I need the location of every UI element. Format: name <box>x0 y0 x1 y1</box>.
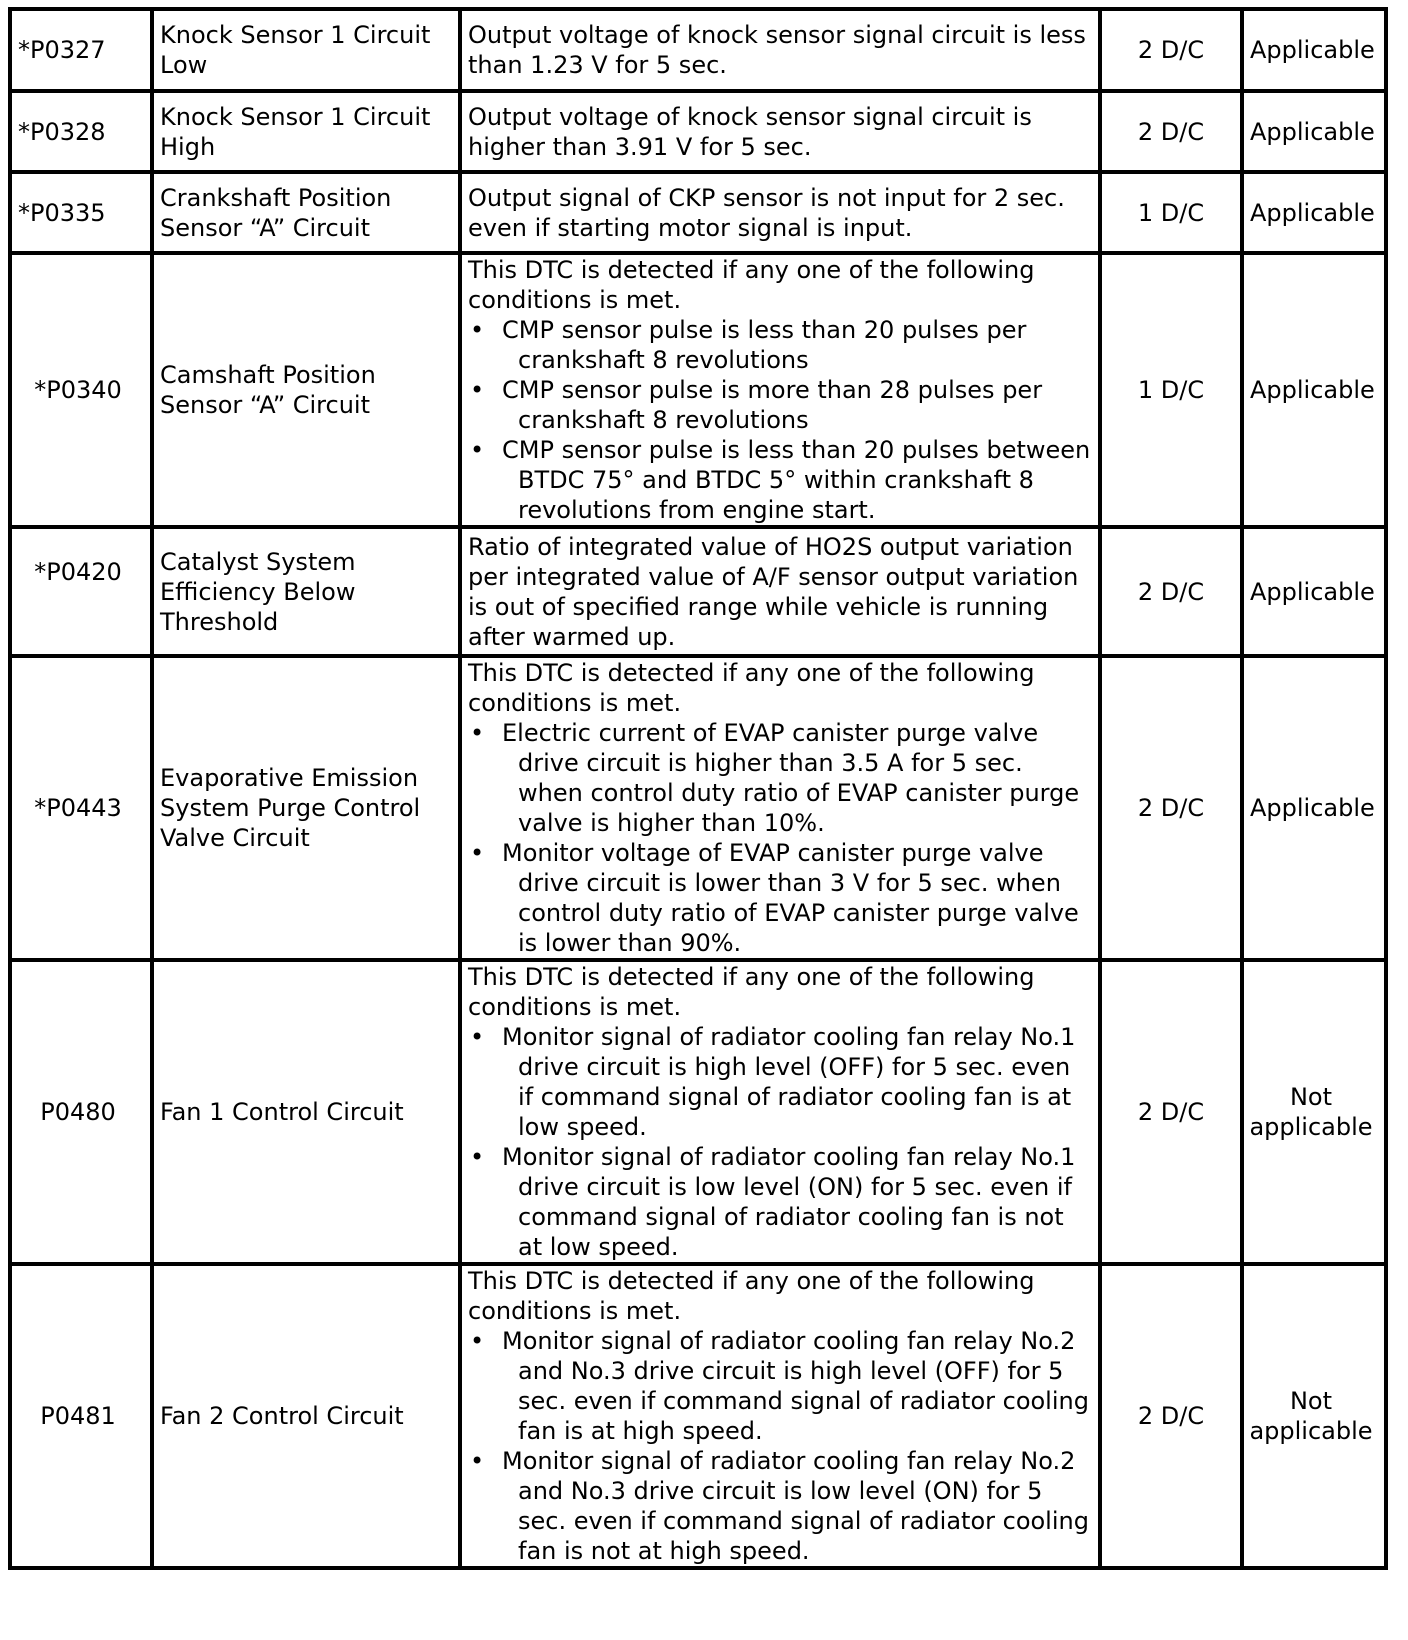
condition-text: This DTC is detected if any one of the following conditions is met. <box>468 1267 1035 1325</box>
table-row <box>10 172 1386 253</box>
dtc-code: *P0328 <box>10 91 152 172</box>
table-row <box>10 527 1386 656</box>
detection-item: Evaporative Emission System Purge Control Valve Circuit <box>152 656 460 960</box>
detection-condition <box>460 960 1100 1264</box>
mil-status: Applicable <box>1242 172 1386 253</box>
mil-status: Applicable <box>1242 253 1386 527</box>
table-row <box>10 960 1386 1264</box>
detection-condition <box>460 656 1100 960</box>
mil-status: Applicable <box>1242 656 1386 960</box>
trip-type: 2 D/C <box>1100 9 1242 91</box>
list-item: • CMP sensor pulse is less than 20 pulses per crankshaft 8 revolutions <box>468 315 1092 375</box>
condition-text: Output voltage of knock sensor signal circuit is higher than 3.91 V for 5 sec. <box>468 102 1032 161</box>
detection-item: Knock Sensor 1 Circuit High <box>152 91 460 172</box>
detection-condition <box>460 91 1100 172</box>
list-item: • Monitor signal of radiator cooling fan relay No.2 and No.3 drive circuit is high level (OFF) for 5 sec. even if command signal of radiator cooling fan is at high speed. <box>468 1326 1092 1446</box>
dtc-code: *P0327 <box>10 9 152 91</box>
table-row <box>10 253 1386 527</box>
list-item: • CMP sensor pulse is more than 28 pulses per crankshaft 8 revolutions <box>468 375 1092 435</box>
table-row <box>10 656 1386 960</box>
trip-type: 2 D/C <box>1100 91 1242 172</box>
dtc-table <box>8 7 1388 1570</box>
trip-type: 1 D/C <box>1100 253 1242 527</box>
dtc-code: *P0443 <box>10 656 152 960</box>
condition-list <box>468 1022 1092 1262</box>
mil-status: Applicable <box>1242 9 1386 91</box>
detection-condition <box>460 527 1100 656</box>
table-row <box>10 9 1386 91</box>
condition-list <box>468 315 1092 525</box>
list-item: • Monitor signal of radiator cooling fan relay No.2 and No.3 drive circuit is low level (ON) for 5 sec. even if command signal of radiator cooling fan is not at high speed. <box>468 1446 1092 1566</box>
dtc-code: P0481 <box>10 1264 152 1568</box>
trip-type: 2 D/C <box>1100 1264 1242 1568</box>
detection-condition <box>460 172 1100 253</box>
list-item: • CMP sensor pulse is less than 20 pulses between BTDC 75° and BTDC 5° within crankshaft 8 revolutions from engine start. <box>468 435 1092 525</box>
condition-text: Output signal of CKP sensor is not input for 2 sec. even if starting motor signal is input. <box>468 183 1065 242</box>
dtc-code: *P0335 <box>10 172 152 253</box>
detection-item: Fan 2 Control Circuit <box>152 1264 460 1568</box>
condition-text: This DTC is detected if any one of the following conditions is met. <box>468 659 1035 717</box>
trip-type: 2 D/C <box>1100 656 1242 960</box>
detection-item: Crankshaft Position Sensor “A” Circuit <box>152 172 460 253</box>
condition-text: This DTC is detected if any one of the following conditions is met. <box>468 256 1035 314</box>
dtc-code: P0480 <box>10 960 152 1264</box>
mil-status: Not applicable <box>1242 1264 1386 1568</box>
detection-item: Catalyst System Efficiency Below Threshold <box>152 527 460 656</box>
dtc-code: *P0340 <box>10 253 152 527</box>
detection-item: Fan 1 Control Circuit <box>152 960 460 1264</box>
list-item: • Electric current of EVAP canister purge valve drive circuit is higher than 3.5 A for 5 sec. when control duty ratio of EVAP canister purge valve is higher than 10%. <box>468 718 1092 838</box>
mil-status: Applicable <box>1242 527 1386 656</box>
condition-text: Ratio of integrated value of HO2S output variation per integrated value of A/F sensor output variation is out of specified range while vehicle is running after warmed up. <box>468 532 1079 651</box>
list-item: • Monitor signal of radiator cooling fan relay No.1 drive circuit is high level (OFF) for 5 sec. even if command signal of radiator cooling fan is at low speed. <box>468 1022 1092 1142</box>
trip-type: 2 D/C <box>1100 527 1242 656</box>
dtc-code: *P0420 <box>10 527 152 656</box>
list-item: • Monitor signal of radiator cooling fan relay No.1 drive circuit is low level (ON) for 5 sec. even if command signal of radiator cooling fan is not at low speed. <box>468 1142 1092 1262</box>
condition-text: Output voltage of knock sensor signal circuit is less than 1.23 V for 5 sec. <box>468 21 1086 79</box>
trip-type: 1 D/C <box>1100 172 1242 253</box>
table-row <box>10 91 1386 172</box>
detection-item: Camshaft Position Sensor “A” Circuit <box>152 253 460 527</box>
condition-list <box>468 718 1092 958</box>
mil-status: Not applicable <box>1242 960 1386 1264</box>
condition-text: This DTC is detected if any one of the following conditions is met. <box>468 963 1035 1021</box>
detection-condition <box>460 1264 1100 1568</box>
detection-item: Knock Sensor 1 Circuit Low <box>152 9 460 91</box>
table-row <box>10 1264 1386 1568</box>
list-item: • Monitor voltage of EVAP canister purge valve drive circuit is lower than 3 V for 5 sec. when control duty ratio of EVAP canister purge valve is lower than 90%. <box>468 838 1092 958</box>
mil-status: Applicable <box>1242 91 1386 172</box>
condition-list <box>468 1326 1092 1566</box>
detection-condition <box>460 9 1100 91</box>
trip-type: 2 D/C <box>1100 960 1242 1264</box>
detection-condition <box>460 253 1100 527</box>
